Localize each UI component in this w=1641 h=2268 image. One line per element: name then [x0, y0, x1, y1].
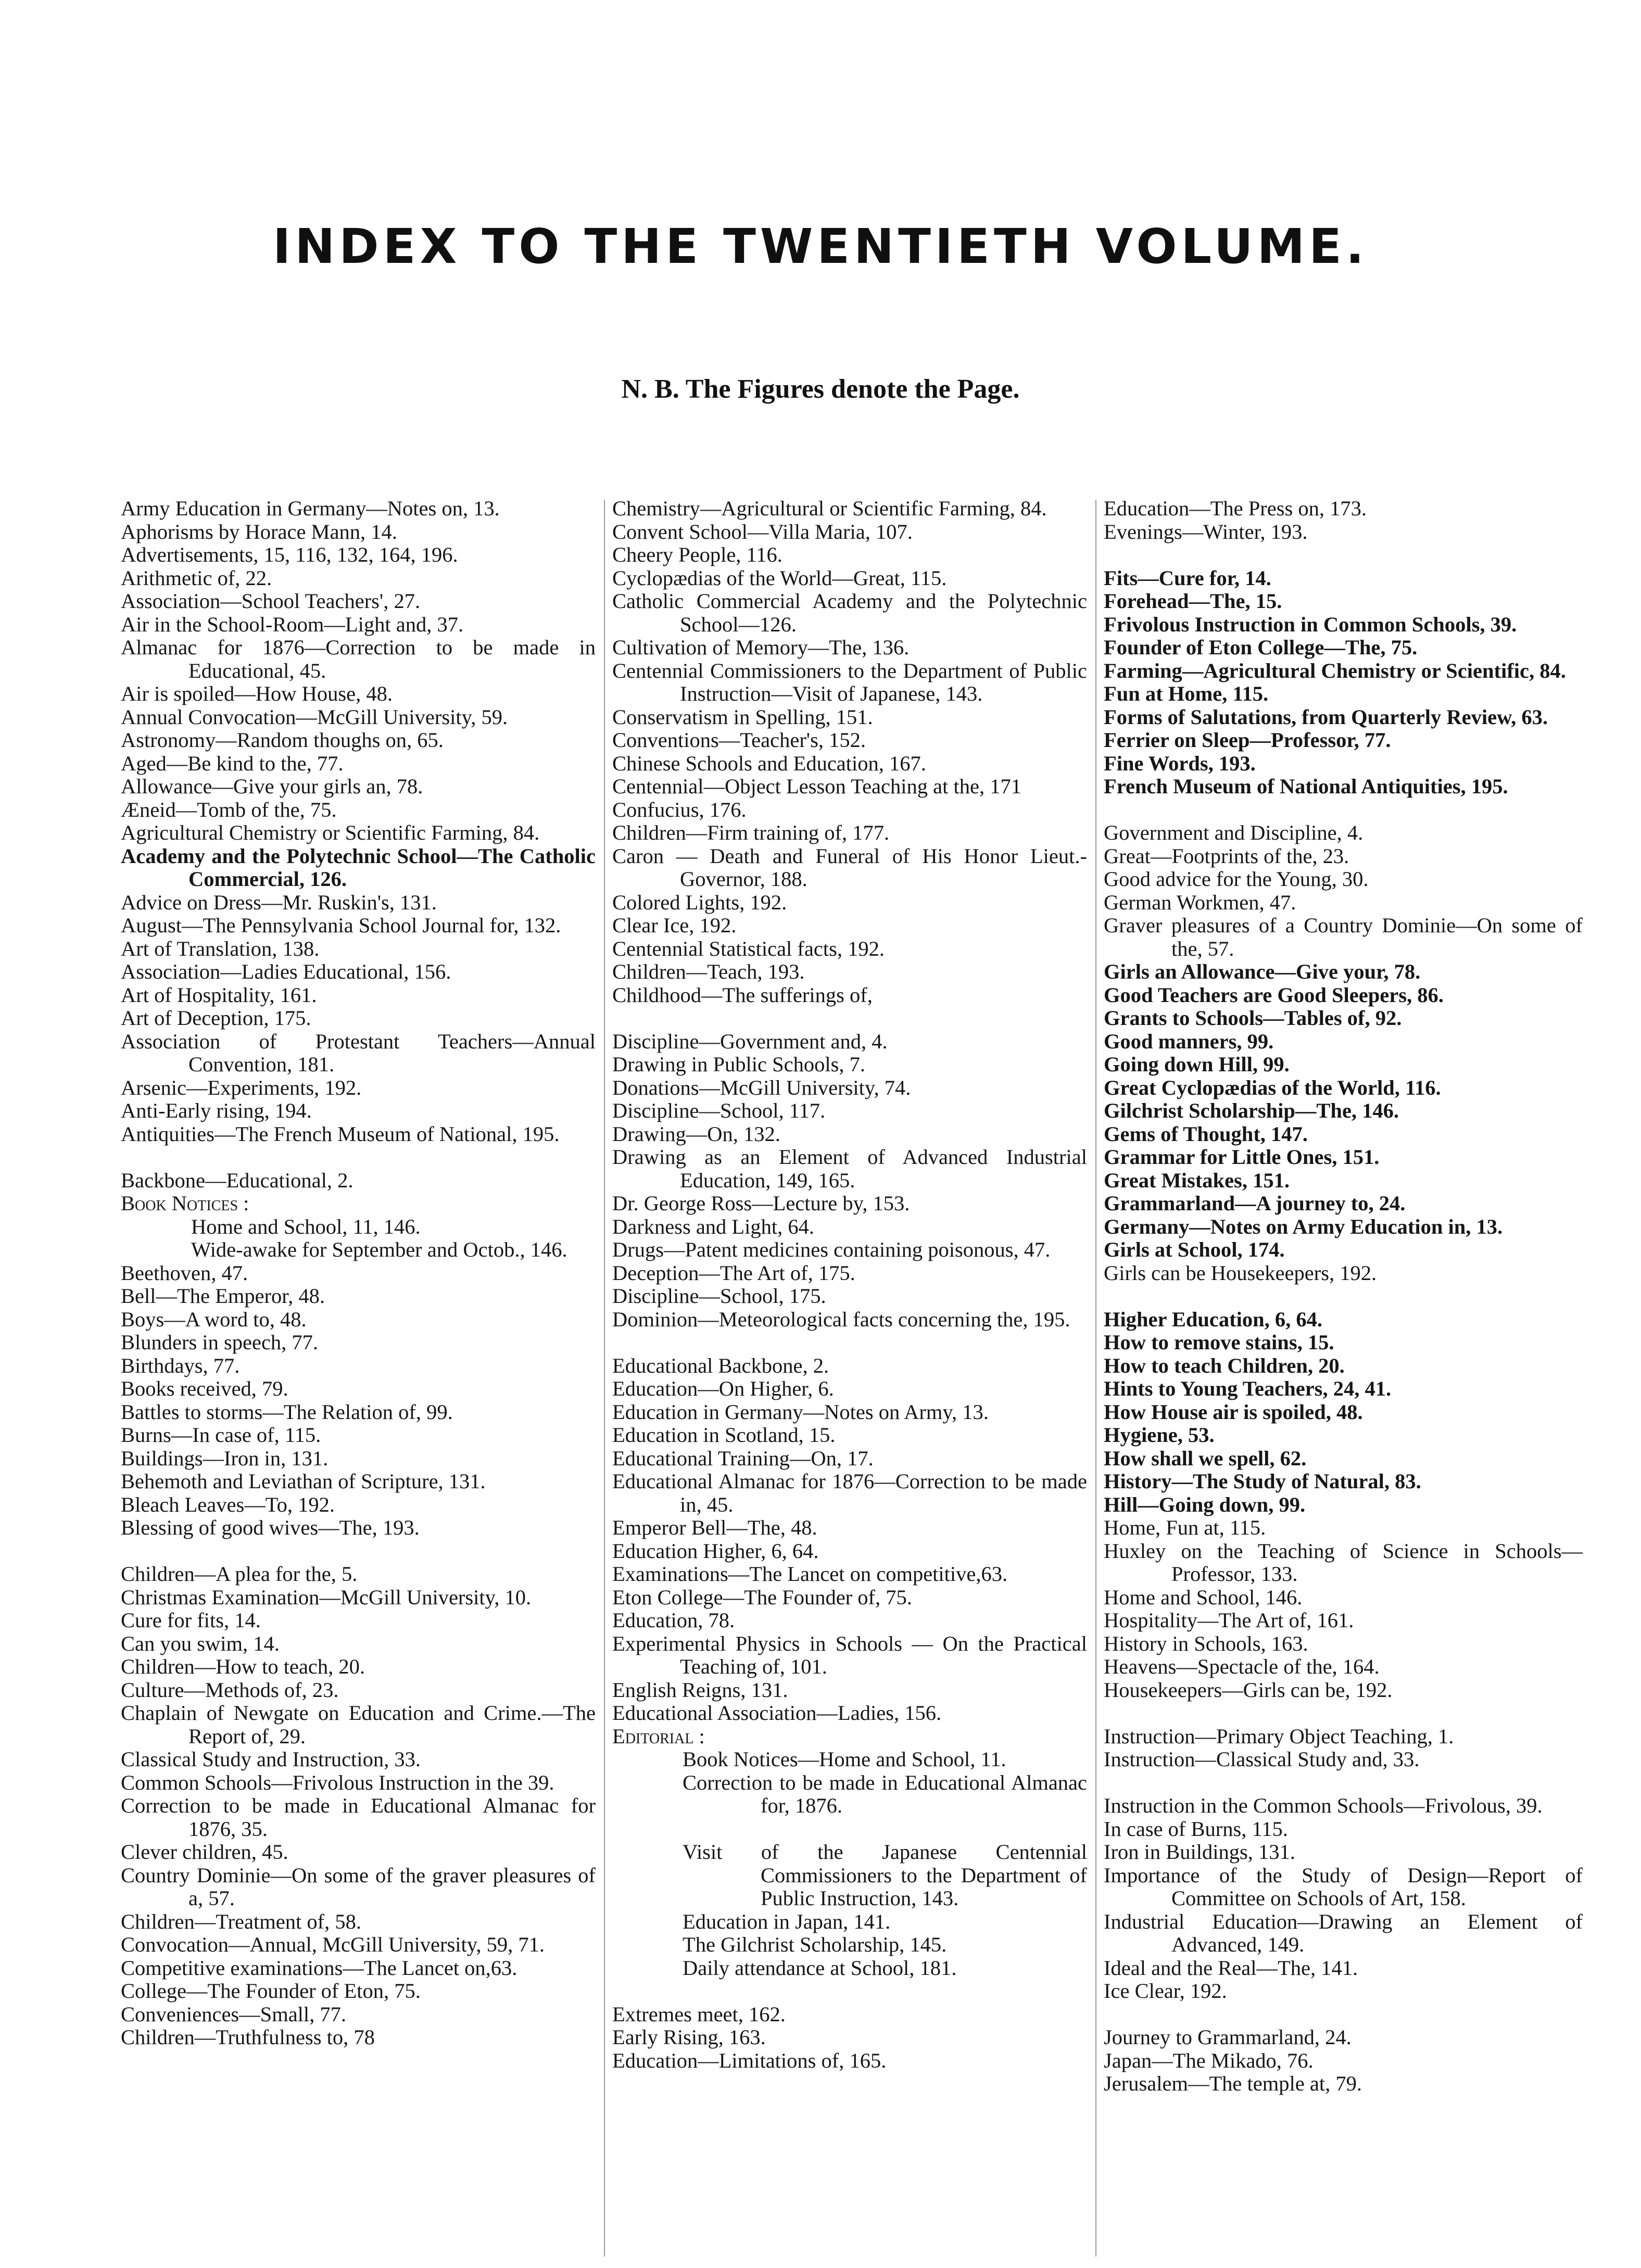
- index-entry: Extremes meet, 162.: [612, 2002, 786, 2026]
- index-entry: Centennial—Object Lesson Teaching at the, 171: [612, 775, 1021, 798]
- page-title: INDEX TO THE TWENTIETH VOLUME.: [273, 219, 1368, 274]
- index-entry: Conservatism in Spelling, 151.: [612, 705, 873, 729]
- index-entry: Early Rising, 163.: [612, 2025, 766, 2049]
- index-entry: Conveniences—Small, 77.: [121, 2002, 347, 2026]
- index-entry: Convocation—Annual, McGill University, 59, 71.: [121, 1933, 545, 1956]
- index-entry: Cyclopædias of the World—Great, 115.: [612, 566, 947, 590]
- index-entry: Home, Fun at, 115.: [1104, 1516, 1266, 1539]
- section-spacer: [1104, 1771, 1583, 1795]
- index-section-label: Editorial :: [612, 1724, 705, 1748]
- index-entry: Beethoven, 47.: [121, 1261, 248, 1285]
- index-entry: Educational Backbone, 2.: [612, 1353, 829, 1377]
- index-entry: Hints to Young Teachers, 24, 41.: [1104, 1377, 1392, 1400]
- section-spacer: [612, 1818, 1087, 1841]
- index-entry: Daily attendance at School, 181.: [683, 1956, 957, 1980]
- index-entry: Experimental Physics in Schools — On the Practical Teaching of, 101.: [612, 1631, 1087, 1678]
- section-spacer: [1104, 1702, 1583, 1725]
- index-entry: Colored Lights, 192.: [612, 890, 787, 914]
- index-entry: Going down Hill, 99.: [1104, 1053, 1290, 1076]
- index-entry: Christmas Examination—McGill University, 10.: [121, 1585, 532, 1609]
- index-entry: English Reigns, 131.: [612, 1678, 788, 1702]
- index-entry: Classical Study and Instruction, 33.: [121, 1747, 421, 1771]
- index-entry: Competitive examinations—The Lancet on,63.: [121, 1956, 517, 1980]
- index-entry: Graver pleasures of a Country Dominie—On some of the, 57.: [1104, 914, 1583, 960]
- index-entry: Buildings—Iron in, 131.: [121, 1446, 329, 1470]
- index-entry: Good manners, 99.: [1104, 1029, 1274, 1053]
- index-entry: Discipline—Government and, 4.: [612, 1029, 888, 1053]
- index-entry: Good Teachers are Good Sleepers, 86.: [1104, 983, 1444, 1007]
- index-column-3: [1104, 497, 1583, 2096]
- index-entry: Art of Translation, 138.: [121, 936, 320, 960]
- index-entry: Discipline—School, 117.: [612, 1099, 826, 1122]
- index-entry: Æneid—Tomb of the, 75.: [121, 797, 337, 821]
- index-entry: How to remove stains, 15.: [1104, 1331, 1334, 1354]
- index-entry: Battles to storms—The Relation of, 99.: [121, 1400, 453, 1424]
- index-entry: Housekeepers—Girls can be, 192.: [1104, 1678, 1393, 1702]
- index-entry: Education in Scotland, 15.: [612, 1423, 836, 1447]
- section-spacer: [1104, 543, 1583, 567]
- index-entry: Book Notices—Home and School, 11.: [683, 1747, 1006, 1771]
- index-entry: Advice on Dress—Mr. Ruskin's, 131.: [121, 890, 437, 914]
- index-entry: German Workmen, 47.: [1104, 890, 1296, 914]
- index-entry: Association—School Teachers', 27.: [121, 589, 421, 613]
- index-entry: History in Schools, 163.: [1104, 1631, 1308, 1655]
- index-entry: Correction to be made in Educational Almanac for, 1876.: [683, 1770, 1087, 1817]
- index-entry: Centennial Commissioners to the Department of Public Instruction—Visit of Japanese, 143.: [612, 658, 1087, 705]
- index-entry: Conventions—Teacher's, 152.: [612, 728, 866, 752]
- index-entry: Heavens—Spectacle of the, 164.: [1104, 1655, 1380, 1678]
- index-entry: Journey to Grammarland, 24.: [1104, 2025, 1352, 2049]
- index-entry: Anti-Early rising, 194.: [121, 1099, 312, 1122]
- index-entry: Centennial Statistical facts, 192.: [612, 936, 885, 960]
- index-entry: Army Education in Germany—Notes on, 13.: [121, 497, 500, 520]
- index-entry: Confucius, 176.: [612, 797, 747, 821]
- index-entry: Ferrier on Sleep—Professor, 77.: [1104, 728, 1391, 752]
- index-entry: Hygiene, 53.: [1104, 1423, 1215, 1447]
- index-entry: Education—On Higher, 6.: [612, 1377, 834, 1400]
- index-entry: Evenings—Winter, 193.: [1104, 520, 1308, 543]
- index-entry: Donations—McGill University, 74.: [612, 1075, 911, 1099]
- index-entry: Birthdays, 77.: [121, 1353, 240, 1377]
- index-entry: Advertisements, 15, 116, 132, 164, 196.: [121, 543, 458, 566]
- index-entry: Burns—In case of, 115.: [121, 1423, 321, 1447]
- index-entry: Bell—The Emperor, 48.: [121, 1284, 325, 1308]
- index-entry: Caron — Death and Funeral of His Honor Lieut.-Governor, 188.: [612, 844, 1087, 891]
- index-entry: Drawing in Public Schools, 7.: [612, 1053, 865, 1076]
- index-entry: Girls at School, 174.: [1104, 1238, 1285, 1261]
- index-entry: Japan—The Mikado, 76.: [1104, 2048, 1314, 2072]
- index-entry: Air in the School-Room—Light and, 37.: [121, 612, 464, 636]
- index-entry: College—The Founder of Eton, 75.: [121, 1979, 421, 2003]
- index-entry: Gilchrist Scholarship—The, 146.: [1104, 1099, 1399, 1122]
- index-entry: Instruction—Classical Study and, 33.: [1104, 1747, 1420, 1771]
- index-entry: Clear Ice, 192.: [612, 914, 737, 937]
- index-entry: Dominion—Meteorological facts concerning the, 195.: [612, 1307, 1070, 1331]
- index-entry: Boys—A word to, 48.: [121, 1307, 307, 1331]
- index-entry: Antiquities—The French Museum of National, 195.: [121, 1122, 560, 1146]
- index-entry: Good advice for the Young, 30.: [1104, 867, 1369, 891]
- index-entry: August—The Pennsylvania School Journal for, 132.: [121, 914, 561, 937]
- index-entry: Education, 78.: [612, 1608, 735, 1632]
- index-entry: Annual Convocation—McGill University, 59.: [121, 705, 508, 729]
- index-entry: Education in Germany—Notes on Army, 13.: [612, 1400, 989, 1424]
- index-entry: Visit of the Japanese Centennial Commissioners to the Department of Public Instruction, 143.: [683, 1840, 1087, 1910]
- index-entry: Higher Education, 6, 64.: [1104, 1307, 1323, 1331]
- index-entry: Hill—Going down, 99.: [1104, 1492, 1306, 1516]
- index-entry: Common Schools—Frivolous Instruction in the 39.: [121, 1770, 554, 1794]
- index-entry: Children—How to teach, 20.: [121, 1655, 365, 1678]
- index-entry: History—The Study of Natural, 83.: [1104, 1469, 1421, 1493]
- index-entry: Children—Teach, 193.: [612, 960, 805, 983]
- section-spacer: [612, 1331, 1087, 1354]
- index-entry: Chemistry—Agricultural or Scientific Farming, 84.: [612, 497, 1047, 520]
- index-entry: Books received, 79.: [121, 1377, 288, 1400]
- section-spacer: [612, 1980, 1087, 2003]
- index-entry: French Museum of National Antiquities, 195.: [1104, 775, 1508, 798]
- index-entry: Industrial Education—Drawing an Element of Advanced, 149.: [1104, 1909, 1583, 1956]
- index-entry: Hospitality—The Art of, 161.: [1104, 1608, 1354, 1632]
- index-entry: Art of Hospitality, 161.: [121, 983, 317, 1007]
- index-entry: Educational Training—On, 17.: [612, 1446, 874, 1470]
- index-entry: Home and School, 146.: [1104, 1585, 1303, 1609]
- index-entry: Arithmetic of, 22.: [121, 566, 272, 590]
- index-entry: Great—Footprints of the, 23.: [1104, 844, 1349, 868]
- index-entry: Clever children, 45.: [121, 1840, 288, 1864]
- index-entry: Backbone—Educational, 2.: [121, 1168, 354, 1192]
- index-entry: Huxley on the Teaching of Science in Schools—Professor, 133.: [1104, 1539, 1583, 1586]
- index-entry: Arsenic—Experiments, 192.: [121, 1075, 362, 1099]
- index-entry: Eton College—The Founder of, 75.: [612, 1585, 912, 1609]
- index-entry: Children—A plea for the, 5.: [121, 1562, 358, 1586]
- index-column-1: [121, 497, 596, 2049]
- index-entry: Gems of Thought, 147.: [1104, 1122, 1308, 1146]
- section-spacer: [1104, 2003, 1583, 2026]
- index-entry: Germany—Notes on Army Education in, 13.: [1104, 1214, 1503, 1238]
- section-spacer: [121, 1146, 596, 1169]
- index-entry: Darkness and Light, 64.: [612, 1214, 815, 1238]
- index-entry: Cultivation of Memory—The, 136.: [612, 636, 910, 659]
- index-entry: Great Cyclopædias of the World, 116.: [1104, 1075, 1441, 1099]
- index-entry: Country Dominie—On some of the graver pleasures of a, 57.: [121, 1863, 596, 1910]
- index-entry: Aphorisms by Horace Mann, 14.: [121, 520, 397, 543]
- index-entry: Allowance—Give your girls an, 78.: [121, 775, 423, 798]
- index-entry: Instruction in the Common Schools—Frivolous, 39.: [1104, 1794, 1543, 1817]
- index-entry: Education—Limitations of, 165.: [612, 2048, 887, 2072]
- index-entry: Farming—Agricultural Chemistry or Scientific, 84.: [1104, 658, 1566, 682]
- index-section-label: Book Notices :: [121, 1192, 249, 1215]
- index-entry: Grants to Schools—Tables of, 92.: [1104, 1006, 1402, 1030]
- index-entry: Astronomy—Random thoughs on, 65.: [121, 728, 444, 752]
- index-entry: Almanac for 1876—Correction to be made in Educational, 45.: [121, 636, 596, 682]
- index-entry: Importance of the Study of Design—Report of Committee on Schools of Art, 158.: [1104, 1863, 1583, 1910]
- index-entry: Drawing as an Element of Advanced Industrial Education, 149, 165.: [612, 1145, 1087, 1192]
- index-entry: Culture—Methods of, 23.: [121, 1678, 339, 1702]
- index-entry: Jerusalem—The temple at, 79.: [1104, 2072, 1362, 2095]
- index-entry: Grammar for Little Ones, 151.: [1104, 1145, 1380, 1169]
- index-entry: Government and Discipline, 4.: [1104, 821, 1364, 844]
- column-divider: [1095, 500, 1096, 2257]
- index-entry: Great Mistakes, 151.: [1104, 1168, 1290, 1192]
- index-entry: Educational Association—Ladies, 156.: [612, 1701, 942, 1725]
- index-entry: Home and School, 11, 146.: [191, 1214, 421, 1238]
- index-entry: How House air is spoiled, 48.: [1104, 1400, 1363, 1424]
- index-entry: Education in Japan, 141.: [683, 1909, 891, 1933]
- index-entry: Education Higher, 6, 64.: [612, 1539, 819, 1563]
- index-entry: How shall we spell, 62.: [1104, 1446, 1307, 1470]
- page-note: N. B. The Figures denote the Page.: [621, 374, 1020, 404]
- index-entry: Founder of Eton College—The, 75.: [1104, 636, 1418, 659]
- index-entry: Blessing of good wives—The, 193.: [121, 1516, 420, 1539]
- index-entry: Cure for fits, 14.: [121, 1608, 261, 1632]
- index-entry: Blunders in speech, 77.: [121, 1331, 319, 1354]
- index-entry: Ice Clear, 192.: [1104, 1979, 1227, 2003]
- index-entry: Deception—The Art of, 175.: [612, 1261, 855, 1285]
- index-entry: Childhood—The sufferings of,: [612, 983, 873, 1007]
- index-entry: Education—The Press on, 173.: [1104, 497, 1367, 520]
- index-entry: Art of Deception, 175.: [121, 1006, 311, 1030]
- index-entry: Examinations—The Lancet on competitive,63.: [612, 1562, 1008, 1586]
- index-entry: Fine Words, 193.: [1104, 751, 1256, 775]
- index-entry: Children—Treatment of, 58.: [121, 1909, 361, 1933]
- section-spacer: [1104, 1285, 1583, 1308]
- index-entry: Frivolous Instruction in Common Schools, 39.: [1104, 612, 1517, 636]
- index-entry: Children—Truthfulness to, 78: [121, 2025, 375, 2049]
- index-entry: Catholic Commercial Academy and the Polytechnic School—126.: [612, 589, 1087, 636]
- index-entry: In case of Burns, 115.: [1104, 1817, 1288, 1841]
- index-entry: Discipline—School, 175.: [612, 1284, 826, 1308]
- index-entry: Girls can be Housekeepers, 192.: [1104, 1261, 1377, 1285]
- index-entry: Drawing—On, 132.: [612, 1122, 780, 1146]
- section-spacer: [612, 1007, 1087, 1030]
- index-entry: Agricultural Chemistry or Scientific Farming, 84.: [121, 821, 540, 844]
- index-entry: Educational Almanac for 1876—Correction to be made in, 45.: [612, 1469, 1087, 1516]
- index-entry: Fits—Cure for, 14.: [1104, 566, 1271, 590]
- index-entry: Instruction—Primary Object Teaching, 1.: [1104, 1724, 1454, 1748]
- index-entry: Aged—Be kind to the, 77.: [121, 751, 344, 775]
- index-entry: Cheery People, 116.: [612, 543, 782, 566]
- index-entry: Iron in Buildings, 131.: [1104, 1840, 1295, 1864]
- index-entry: Convent School—Villa Maria, 107.: [612, 520, 913, 543]
- index-entry: Grammarland—A journey to, 24.: [1104, 1192, 1406, 1215]
- index-entry: Bleach Leaves—To, 192.: [121, 1492, 335, 1516]
- index-entry: Drugs—Patent medicines containing poisonous, 47.: [612, 1238, 1051, 1261]
- index-entry: Wide-awake for September and Octob., 146.: [191, 1238, 567, 1261]
- index-entry: Chaplain of Newgate on Education and Crime.—The Report of, 29.: [121, 1701, 596, 1748]
- index-entry: Association—Ladies Educational, 156.: [121, 960, 451, 983]
- index-entry: Association of Protestant Teachers—Annual Convention, 181.: [121, 1029, 596, 1076]
- index-entry: Can you swim, 14.: [121, 1631, 280, 1655]
- column-divider: [604, 500, 605, 2257]
- index-entry: Emperor Bell—The, 48.: [612, 1516, 817, 1539]
- index-entry: Dr. George Ross—Lecture by, 153.: [612, 1192, 910, 1215]
- index-entry: Fun at Home, 115.: [1104, 682, 1269, 705]
- index-entry: Behemoth and Leviathan of Scripture, 131.: [121, 1469, 486, 1493]
- index-column-2: [612, 497, 1087, 2072]
- index-entry: Ideal and the Real—The, 141.: [1104, 1956, 1358, 1980]
- index-entry: Chinese Schools and Education, 167.: [612, 751, 926, 775]
- index-entry: How to teach Children, 20.: [1104, 1353, 1345, 1377]
- index-entry: Academy and the Polytechnic School—The Catholic Commercial, 126.: [121, 844, 596, 891]
- section-spacer: [121, 1540, 596, 1563]
- index-entry: Children—Firm training of, 177.: [612, 821, 890, 844]
- index-entry: Forehead—The, 15.: [1104, 589, 1282, 613]
- section-spacer: [1104, 799, 1583, 822]
- index-entry: The Gilchrist Scholarship, 145.: [683, 1933, 947, 1956]
- index-entry: Air is spoiled—How House, 48.: [121, 682, 393, 705]
- index-entry: Correction to be made in Educational Almanac for 1876, 35.: [121, 1794, 596, 1841]
- index-entry: Forms of Salutations, from Quarterly Review, 63.: [1104, 705, 1548, 729]
- index-entry: Girls an Allowance—Give your, 78.: [1104, 960, 1421, 983]
